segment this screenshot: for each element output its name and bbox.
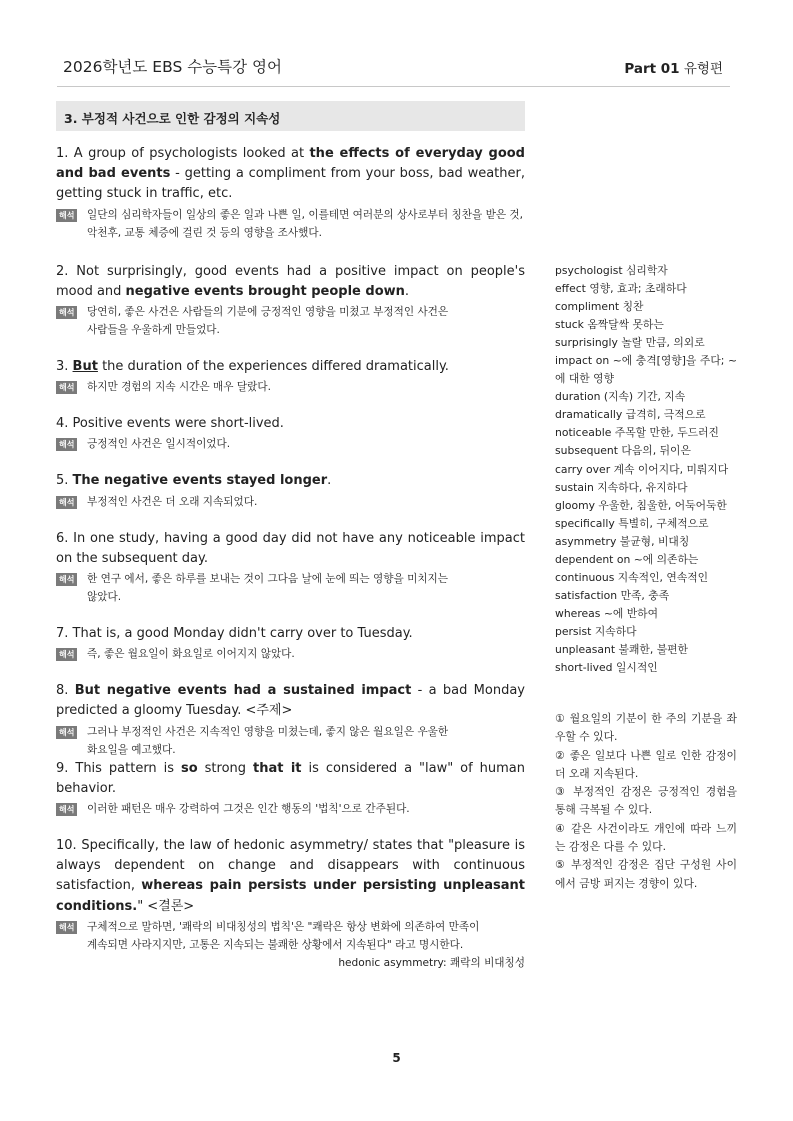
korean-translation: [56, 435, 525, 453]
korean-translation: [56, 800, 525, 818]
translation-badge: 해석: [56, 306, 77, 319]
translation-badge: 해석: [56, 648, 77, 661]
english-sentence: 6. In one study, having a good day did not have any noticeable impact on the subsequent day.: [56, 530, 525, 566]
part-type: 유형편: [679, 61, 723, 77]
vocab-item: carry over 계속 이어지다, 미뤄지다: [555, 462, 729, 476]
translation-text: 긍정적인 사건은 일시적이었다.: [87, 438, 231, 451]
page-number: 5: [392, 1051, 401, 1065]
vocab-item: surprisingly 놀랄 만큼, 의외로: [555, 336, 705, 350]
translation-text: 하지만 경험의 지속 시간은 매우 달랐다.: [87, 381, 271, 394]
translation-badge: 해석: [56, 921, 77, 934]
translation-badge: 해석: [56, 573, 77, 586]
vocab-item: impact on ~에 충격[영향]을 주다; ~에 대한 영향: [555, 354, 737, 386]
vocab-item: psychologist 심리학자: [555, 264, 668, 277]
translation-badge: 해석: [56, 381, 77, 394]
answer-option: ③ 부정적인 감정은 긍정적인 경험을 통해 극복될 수 있다.: [555, 785, 737, 817]
korean-translation: [56, 645, 525, 663]
vocab-item: compliment 칭찬: [555, 300, 644, 314]
passage-item: [56, 529, 525, 606]
english-sentence: 1. A group of psychologists looked at the effects of everyday good and bad events - getting a compliment from your boss, bad weather, getting stuck in traffic, etc.: [56, 146, 525, 202]
page-header: [63, 55, 723, 77]
translation-text: 즉, 좋은 월요일이 화요일로 이어지지 않았다.: [87, 648, 295, 661]
book-title: 2026학년도 EBS 수능특강 영어: [63, 58, 282, 76]
answer-option: ⑤ 부정적인 감정은 집단 구성원 사이에서 금방 퍼지는 경향이 있다.: [555, 858, 737, 890]
answer-option: ② 좋은 일보다 나쁜 일로 인한 감정이 더 오래 지속된다.: [555, 748, 737, 780]
english-sentence: 9. This pattern is so strong that it is considered a "law" of human behavior.: [56, 760, 526, 796]
vocab-item: dramatically 급격히, 극적으로: [555, 408, 706, 422]
vocab-item: specifically 특별히, 구체적으로: [555, 516, 709, 530]
translation-text: 부정적인 사건은 더 오래 지속되었다.: [87, 495, 258, 508]
translation-badge: 해석: [56, 209, 77, 222]
part-number: Part 01: [624, 61, 680, 77]
translation-badge: 해석: [56, 803, 77, 816]
vocab-item: subsequent 다음의, 뒤이은: [555, 444, 691, 458]
translation-text: 일단의 심리학자들이 일상의 좋은 일과 나쁜 일, 이를테면 여러분의 상사로부터 칭찬을 받은 것, 악천후, 교통 체증에 걸린 것 등의 영향을 조사했다.: [87, 208, 524, 239]
passage-item: [56, 414, 525, 453]
translation-text: 이러한 패턴은 매우 강력하여 그것은 인간 행동의 '법칙'으로 간주된다.: [87, 803, 410, 816]
vocab-item: whereas ~에 반하여: [555, 606, 659, 620]
section-title: 3. 부정적 사건으로 인한 감정의 지속성: [64, 111, 281, 126]
vocab-item: gloomy 우울한, 침울한, 어둑어둑한: [555, 498, 727, 512]
english-sentence: 2. Not surprisingly, good events had a positive impact on people's mood and negative events brought people down.: [56, 263, 525, 299]
translation-text: 그러나 부정적인 사건은 지속적인 영향을 미쳤는데, 좋지 않은 월요일은 우울한 화요일을 예고했다.: [87, 725, 449, 756]
translation-text: 당연히, 좋은 사건은 사람들의 기분에 긍정적인 영향을 미쳤고 부정적인 사건은 사람들을 우울하게 만들었다.: [87, 306, 449, 337]
vocab-item: sustain 지속하다, 유지하다: [555, 480, 688, 494]
english-sentence: 8. But negative events had a sustained impact - a bad Monday predicted a gloomy Tuesday. <주제>: [56, 683, 525, 719]
english-sentence: 5. The negative events stayed longer.: [56, 473, 332, 489]
footnote: hedonic asymmetry: 쾌락의 비대칭성: [338, 956, 525, 969]
translation-badge: 해석: [56, 438, 77, 451]
vocab-item: duration (지속) 기간, 지속: [555, 390, 686, 404]
header-divider: [57, 86, 730, 87]
english-sentence: 10. Specifically, the law of hedonic asymmetry/ states that "pleasure is always dependent on change and disappears with continuous satisfaction, whereas pain persists under persisting unpleasant conditions." <결론>: [56, 838, 525, 914]
passage-item: [56, 471, 525, 510]
passage-item: [56, 681, 525, 758]
vocabulary-list: [555, 262, 737, 677]
korean-translation: [56, 206, 525, 242]
korean-translation: [56, 303, 525, 339]
translation-badge: 해석: [56, 726, 77, 739]
vocab-item: satisfaction 만족, 충족: [555, 588, 670, 602]
translation-text: 한 연구 에서, 좋은 하루를 보내는 것이 그다음 날에 눈에 띄는 영향을 미치지는 않았다.: [87, 573, 449, 604]
vocab-item: unpleasant 불쾌한, 불편한: [555, 642, 688, 656]
answer-options: [555, 710, 737, 893]
passage-item: [56, 624, 525, 663]
passage-item: [56, 759, 525, 818]
vocab-item: noticeable 주목할 만한, 두드러진: [555, 426, 719, 440]
translation-badge: 해석: [56, 496, 77, 509]
english-sentence: 4. Positive events were short-lived.: [56, 416, 284, 432]
vocab-item: effect 영향, 효과; 초래하다: [555, 282, 687, 296]
korean-translation: [56, 378, 525, 396]
passage-item: [56, 262, 525, 339]
english-sentence: 3. But the duration of the experiences differed dramatically.: [56, 359, 449, 375]
answer-option: ① 월요일의 기분이 한 주의 기분을 좌우할 수 있다.: [555, 712, 737, 744]
vocab-item: dependent on ~에 의존하는: [555, 552, 699, 566]
passage-item: [56, 357, 525, 396]
part-label: [624, 57, 723, 77]
vocab-item: continuous 지속적인, 연속적인: [555, 570, 709, 584]
answer-option: ④ 같은 사건이라도 개인에 따라 느끼는 감정은 다를 수 있다.: [555, 821, 737, 854]
translation-text: 구체적으로 말하면, '쾌락의 비대칭성의 법칙'은 "쾌락은 항상 변화에 의존하여 만족이 계속되면 사라지지만, 고통은 지속되는 불쾌한 상황에서 지속된다" 라고 명시한다.: [87, 920, 480, 951]
vocab-item: persist 지속하다: [555, 624, 637, 638]
english-sentence: 7. That is, a good Monday didn't carry over to Tuesday.: [56, 626, 413, 642]
korean-translation: [56, 723, 525, 759]
section-heading-box: [56, 101, 525, 131]
vocab-item: short-lived 일시적인: [555, 661, 658, 675]
passage-column: [56, 144, 525, 972]
passage-item: [56, 144, 525, 242]
vocab-item: stuck 옴짝달싹 못하는: [555, 318, 664, 332]
passage-item: [56, 836, 525, 954]
korean-translation: [56, 493, 525, 511]
korean-translation: [56, 918, 525, 954]
korean-translation: [56, 570, 525, 606]
vocab-item: asymmetry 불균형, 비대칭: [555, 534, 690, 548]
